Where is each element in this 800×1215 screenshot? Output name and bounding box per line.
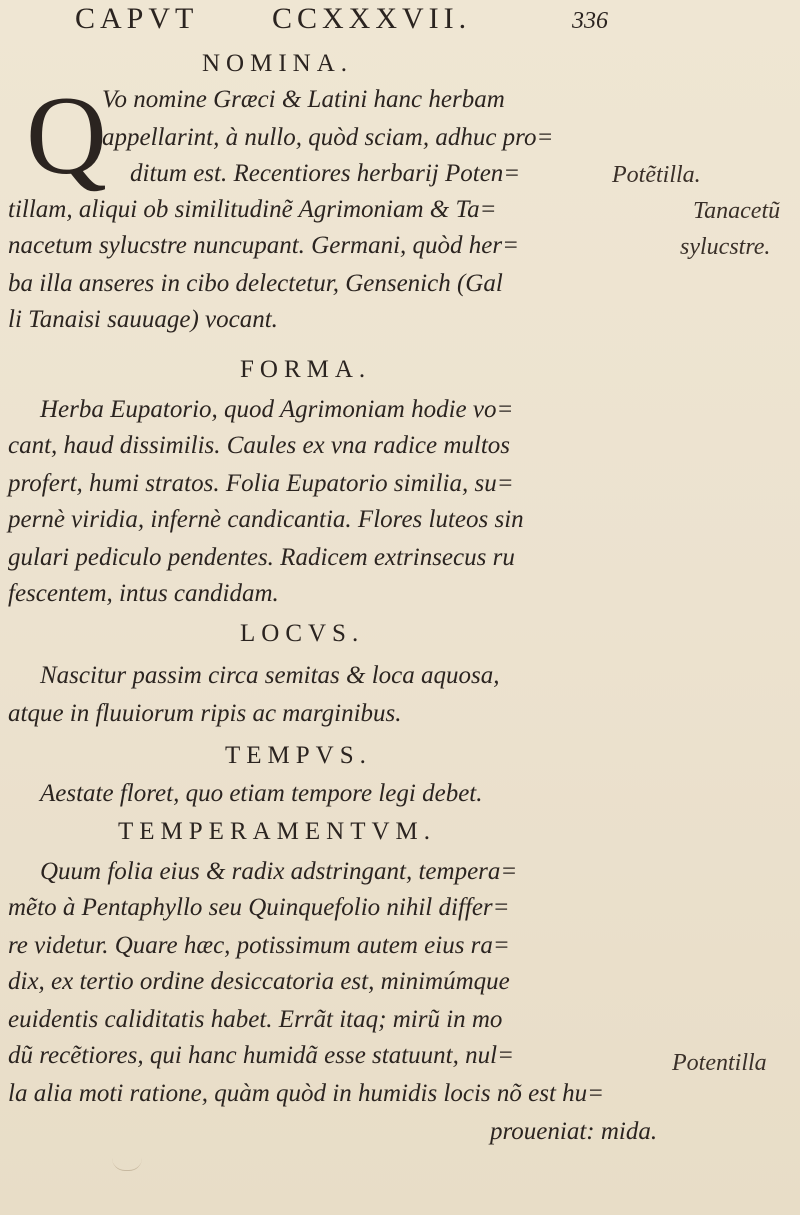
- text-line: fescentem, intus candidam.: [8, 580, 279, 607]
- chapter-number: CCXXXVII.: [272, 2, 472, 35]
- text-line: euidentis caliditatis habet. Errãt itaq; mirũ in mo: [8, 1006, 503, 1033]
- text-line: ba illa anseres in cibo delectetur, Gensenich (Gal: [8, 270, 503, 297]
- heading-tempus: TEMPVS.: [225, 742, 372, 769]
- text-line: atque in fluuiorum ripis ac marginibus.: [8, 700, 402, 727]
- text-line: Nascitur passim circa semitas & loca aquosa,: [40, 662, 500, 689]
- margin-note: Tanacetũ: [693, 198, 781, 224]
- text-line: pernè viridia, infernè candicantia. Flores luteos sin: [8, 506, 524, 533]
- drop-cap: Q: [26, 74, 107, 198]
- text-line: re videtur. Quare hæc, potissimum autem eius ra=: [8, 932, 510, 959]
- margin-note: sylucstre.: [680, 234, 771, 260]
- text-line: Aestate floret, quo etiam tempore legi debet.: [40, 780, 483, 807]
- margin-note: Potẽtilla.: [612, 162, 701, 188]
- text-line: li Tanaisi sauuage) vocant.: [8, 306, 278, 333]
- text-line: ditum est. Recentiores herbarij Poten=: [130, 160, 521, 187]
- text-line: proueniat: mida.: [490, 1118, 658, 1145]
- heading-temperamentum: TEMPERAMENTVM.: [118, 818, 437, 845]
- margin-note: Potentilla: [672, 1050, 767, 1076]
- ink-smudge: [112, 1158, 142, 1171]
- page-number: 336: [572, 8, 608, 34]
- text-line: appellarint, à nullo, quòd sciam, adhuc pro=: [102, 124, 554, 151]
- text-line: mẽto à Pentaphyllo seu Quinquefolio nihil differ=: [8, 894, 510, 921]
- text-line: dix, ex tertio ordine desiccatoria est, minimúmque: [8, 968, 510, 995]
- text-line: dũ recẽtiores, qui hanc humidã esse statuunt, nul=: [8, 1042, 514, 1069]
- heading-locus: LOCVS.: [240, 620, 365, 647]
- text-line: Vo nomine Græci & Latini hanc herbam: [102, 86, 505, 113]
- text-line: Quum folia eius & radix adstringant, tempera=: [40, 858, 518, 885]
- chapter-label: CAPVT: [75, 2, 199, 35]
- text-line: nacetum sylucstre nuncupant. Germani, quòd her=: [8, 232, 519, 259]
- text-line: cant, haud dissimilis. Caules ex vna radice multos: [8, 432, 511, 459]
- heading-nomina: NOMINA.: [202, 50, 354, 77]
- text-line: profert, humi stratos. Folia Eupatorio similia, su=: [8, 470, 514, 497]
- text-line: tillam, aliqui ob similitudinẽ Agrimoniam & Ta=: [8, 196, 497, 223]
- heading-forma: FORMA.: [240, 356, 372, 383]
- text-line: la alia moti ratione, quàm quòd in humidis locis nõ est hu=: [8, 1080, 605, 1107]
- text-line: gulari pediculo pendentes. Radicem extrinsecus ru: [8, 544, 515, 571]
- text-line: Herba Eupatorio, quod Agrimoniam hodie vo=: [40, 396, 514, 423]
